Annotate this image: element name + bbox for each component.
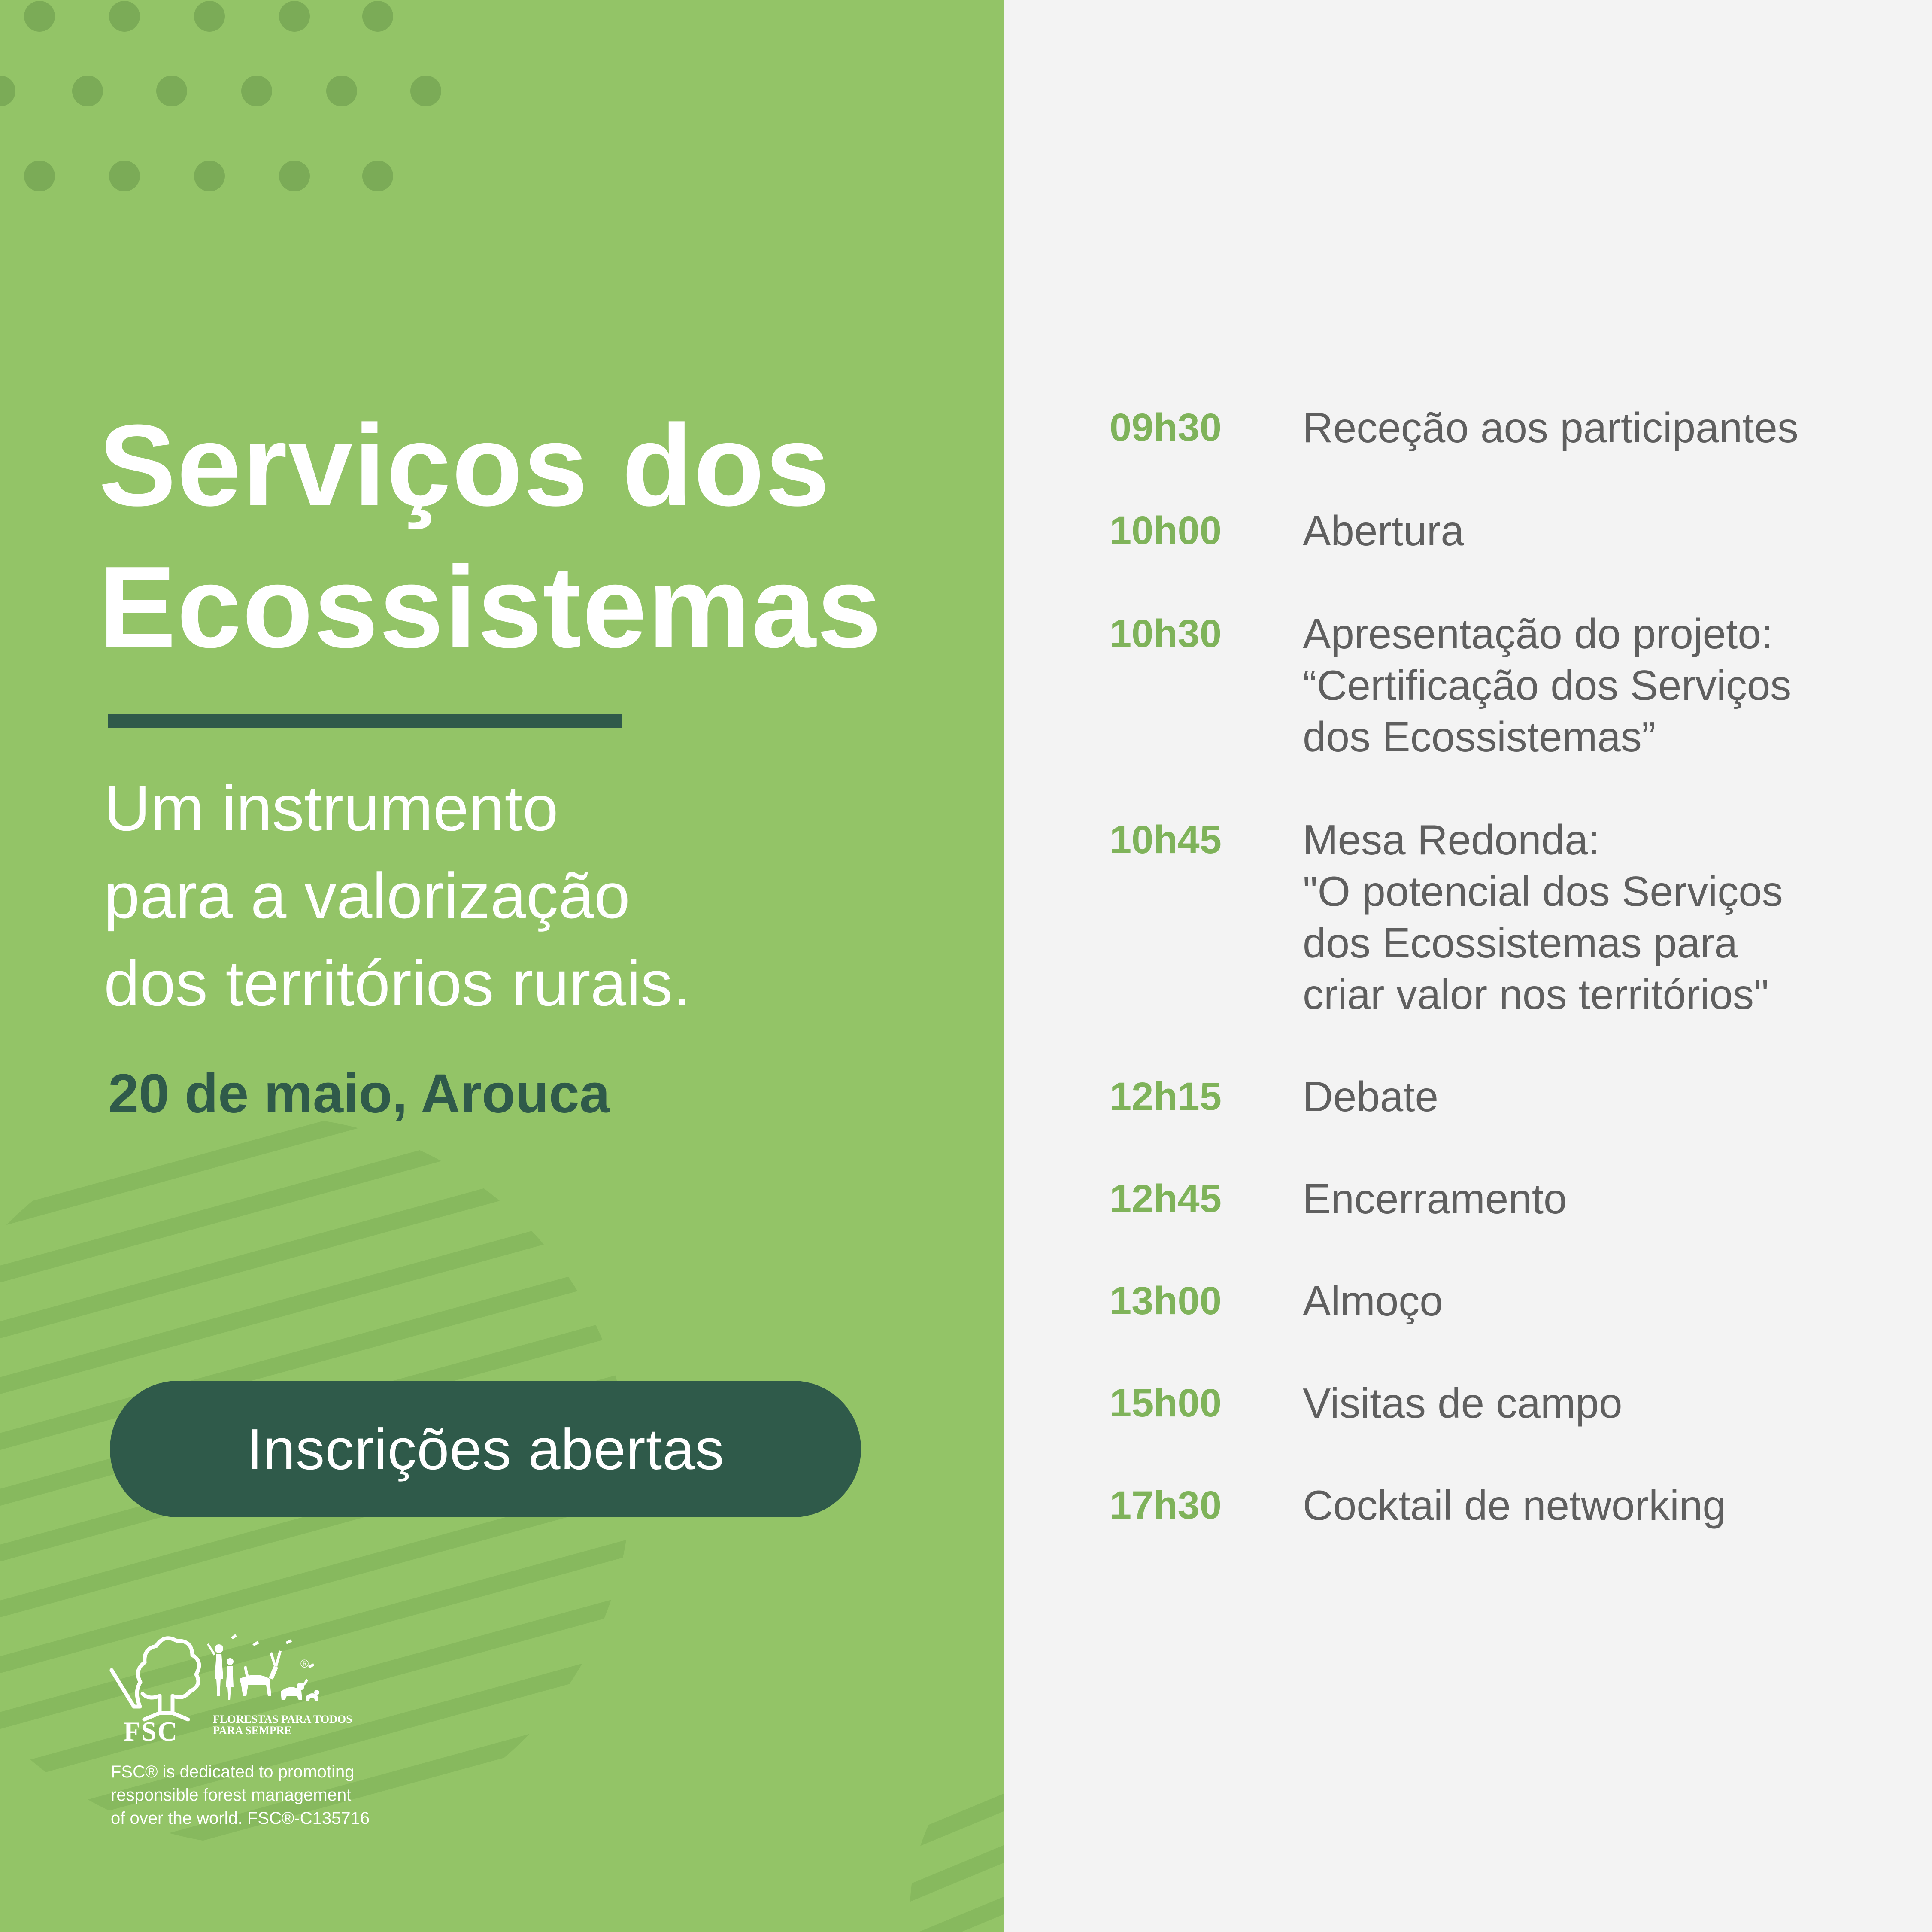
agenda-time: 10h00 [1110, 509, 1222, 553]
right-panel [1004, 0, 1932, 1932]
agenda-description: Visitas de campo [1303, 1379, 1623, 1427]
fsc-logo-text: FSC [124, 1716, 178, 1747]
agenda-time: 10h30 [1110, 612, 1222, 656]
agenda-description: Debate [1303, 1073, 1439, 1120]
agenda-description: Mesa Redonda: "O potencial dos Serviços dos Ecossistemas para criar valor nos territórios" [1303, 816, 1783, 1018]
event-title: Serviços dos Ecossistemas [99, 401, 883, 672]
registrations-open-button[interactable]: Inscrições abertas [110, 1381, 861, 1517]
registered-mark: ® [300, 1657, 309, 1670]
agenda-description: Almoço [1303, 1277, 1443, 1324]
agenda-time: 17h30 [1110, 1483, 1222, 1527]
agenda-description: Abertura [1303, 507, 1464, 554]
agenda-description: Receção aos participantes [1303, 404, 1799, 451]
agenda-time: 12h45 [1110, 1177, 1222, 1221]
agenda-time: 13h00 [1110, 1279, 1222, 1323]
agenda-list [1004, 0, 1932, 1932]
agenda-description: Apresentação do projeto: “Certificação dos Serviços dos Ecossistemas” [1303, 610, 1792, 760]
event-subtitle: Um instrumento para a valorização dos territórios rurais. [104, 772, 691, 1019]
agenda-description: Encerramento [1303, 1175, 1567, 1222]
agenda-time: 15h00 [1110, 1381, 1222, 1425]
event-date-location: 20 de maio, Arouca [108, 1063, 610, 1124]
forests-for-all-figures-icon [205, 1631, 347, 1713]
agenda-time: 10h45 [1110, 818, 1222, 862]
agenda-time: 09h30 [1110, 406, 1222, 450]
agenda-description: Cocktail de networking [1303, 1482, 1726, 1529]
ffs-logo-text: FLORESTAS PARA TODOS PARA SEMPRE [213, 1713, 352, 1737]
footer-logos [108, 1631, 374, 1756]
agenda-time: 12h15 [1110, 1075, 1222, 1118]
fsc-disclaimer: FSC® is dedicated to promoting responsible forest management of over the world. FSC®-C135716 [111, 1762, 370, 1828]
title-divider [108, 714, 622, 728]
